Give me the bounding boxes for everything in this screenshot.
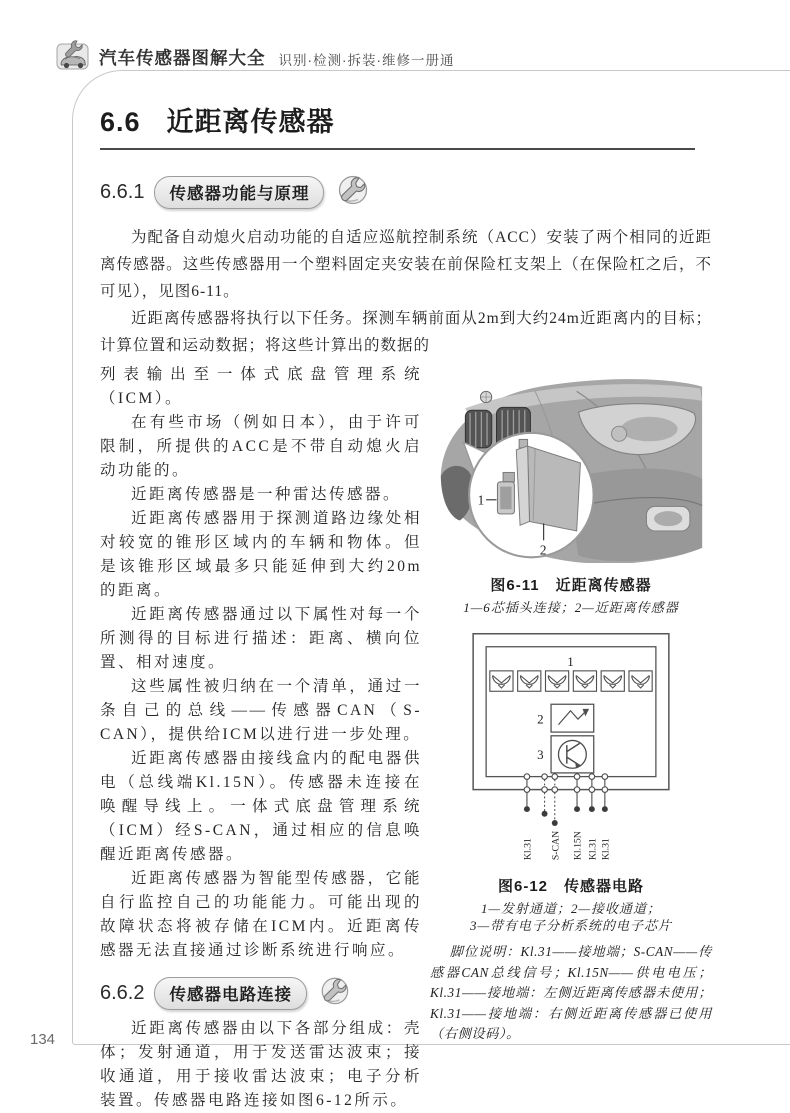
subsection-heading-661 (100, 174, 712, 210)
subsection-title-badge: 传感器电路连接 (154, 977, 307, 1010)
paragraph: 近距离传感器由以下各部分组成：壳体；发射通道，用于发送雷达波束；接收通道，用于接收雷达波束；电子分析装置。传感器电路连接如图6-12所示。 (100, 1020, 422, 1109)
figure-legend-line: 1—发射通道；2—接收通道； (480, 901, 662, 916)
paragraph: 近距离传感器为智能型传感器，它能自行监控自己的功能能力。可能出现的故障状态将被存储在ICM内。近距离传感器无法直接通过诊断系统进行响应。 (100, 870, 422, 959)
paragraph: 近距离传感器通过以下属性对每一个所测得的目标进行描述：距离、横向位置、相对速度。 (100, 606, 422, 671)
callout-label-2: 2 (539, 542, 547, 558)
block-label-2: 2 (537, 711, 544, 727)
figure-legend-line: 3—带有电子分析系统的电子芯片 (469, 918, 673, 933)
running-head-book-title: 汽车传感器图解大全 (99, 48, 266, 68)
subsection-number: 6.6.1 (100, 180, 145, 203)
pin-label: Kl.31 (522, 838, 534, 861)
subsection-heading-662 (100, 977, 422, 1009)
book-logo-icon (56, 40, 90, 75)
section-title-text: 近距离传感器 (166, 107, 335, 137)
two-column-region (100, 363, 712, 1113)
running-head-subtitle: 识别·检测·拆装·维修一册通 (278, 52, 455, 68)
left-text-column (100, 363, 422, 1113)
figure-caption: 图6-12 传感器电路 (497, 878, 645, 895)
right-figure-column (430, 363, 712, 1113)
wrench-badge-icon (334, 173, 370, 211)
pin-description-note: 脚位说明：Kl.31——接地端；S-CAN——传感器CAN总线信号；Kl.15N——供电电压；Kl.31——接地端：左侧近距离传感器未使用；Kl.31——接地端：右侧近距离传感器已使用（右侧设码）。 (430, 944, 712, 1041)
paragraph: 这些属性被归纳在一个清单，通过一条自己的总线——传感器CAN（S-CAN），提供给ICM以进行进一步处理。 (100, 678, 422, 743)
pin-label: Kl.15N (572, 831, 584, 861)
paragraph: 近距离传感器是一种雷达传感器。 (131, 486, 402, 503)
paragraph: 近距离传感器将执行以下任务。探测车辆前面从2m到大约24m近距离内的目标；计算位置和运动数据；将这些计算出的数据的 (100, 310, 712, 354)
figure-6-11 (430, 363, 712, 616)
pin-label: Kl.31 (600, 838, 612, 861)
block-label-antennas: 1 (567, 654, 574, 670)
paragraph: 为配备自动熄火启动功能的自适应巡航控制系统（ACC）安装了两个相同的近距离传感器。这些传感器用一个塑料固定夹安装在前保险杠支架上（在保险杠之后，不可见），见图6-11。 (100, 229, 712, 300)
subsection-number: 6.6.2 (100, 981, 145, 1004)
block-label-3: 3 (537, 746, 544, 762)
section-number: 6.6 (100, 107, 141, 137)
figure-legend (430, 900, 712, 934)
paragraph: 在有些市场（例如日本），由于许可限制，所提供的ACC是不带自动熄火启动功能的。 (100, 414, 422, 479)
pin-label: S-CAN (550, 830, 562, 861)
section-title (100, 100, 695, 150)
figure-legend: 1—6芯插头连接；2—近距离传感器 (463, 600, 679, 615)
callout-label-1: 1 (477, 492, 485, 508)
figure-caption: 图6-11 近距离传感器 (490, 577, 652, 594)
paragraph: 列表输出至一体式底盘管理系统（ICM）。 (100, 366, 422, 407)
page-content (100, 100, 712, 1113)
paragraph: 近距离传感器用于探测道路边缘处相对较宽的锥形区域内的车辆和物体。但是该锥形区域最多只能延伸到大约20m的距离。 (100, 510, 422, 599)
page-number: 134 (30, 1031, 56, 1048)
proximity-sensor-car-illustration (430, 363, 712, 563)
paragraph: 近距离传感器由接线盒内的配电器供电（总线端Kl.15N）。传感器未连接在唤醒导线上。一体式底盘管理系统（ICM）经S-CAN，通过相应的信息唤醒近距离传感器。 (100, 750, 422, 863)
pin-label: Kl.31 (587, 838, 599, 861)
sensor-circuit-diagram (462, 628, 680, 864)
figure-6-12 (430, 628, 712, 934)
subsection-title-badge: 传感器功能与原理 (154, 176, 324, 209)
wrench-badge-icon (317, 975, 351, 1011)
